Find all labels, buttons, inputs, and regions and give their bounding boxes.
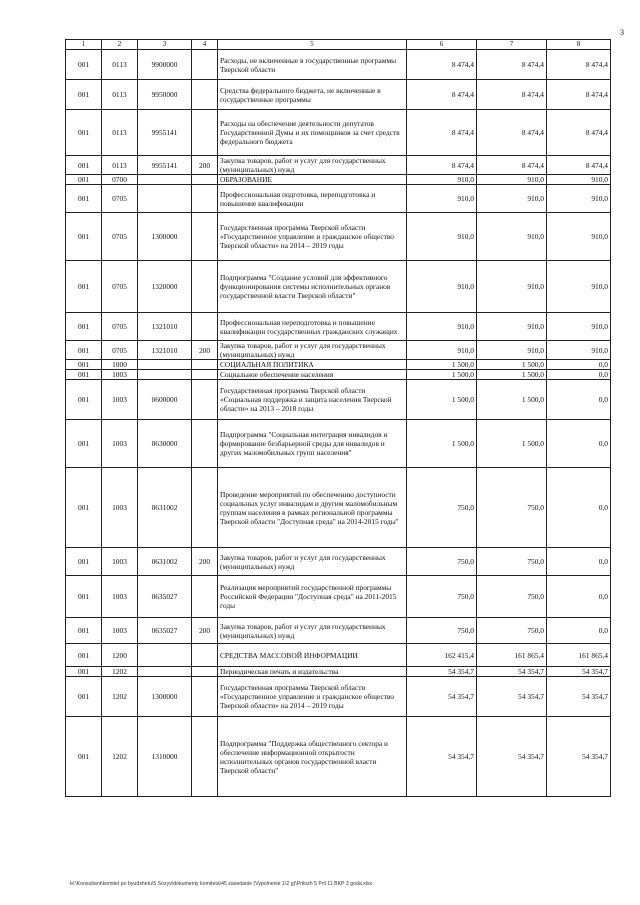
cell-amount-col7: 1 500,0 [477,360,547,370]
cell-owner-code: 001 [66,213,102,261]
cell-expense-type [192,110,218,156]
cell-owner-code: 001 [66,548,102,576]
cell-section-code: 1003 [102,370,138,380]
cell-amount-col8: 0,0 [547,548,611,576]
cell-description: Закупка товаров, работ и услуг для государственных (муниципальных) нужд [218,156,407,175]
cell-amount-col6: 8 474,4 [407,50,477,80]
cell-description: Государственная программа Тверской области «Государственное управление и гражданское общество Тверской области» на 2014 – 2019 годы [218,213,407,261]
cell-owner-code: 001 [66,420,102,468]
cell-section-code: 0113 [102,110,138,156]
cell-amount-col6: 1 500,0 [407,380,477,420]
table-row [66,213,611,261]
table-row [66,360,611,370]
cell-amount-col7: 910,0 [477,175,547,185]
cell-description: Профессиональная подготовка, переподготовка и повышение квалификации [218,185,407,213]
cell-target-code [138,667,192,677]
cell-amount-col6: 910,0 [407,213,477,261]
cell-amount-col8: 54 354,7 [547,717,611,797]
table-row [66,261,611,313]
cell-amount-col8: 54 354,7 [547,667,611,677]
cell-description: Средства федерального бюджета, не включенные в государственные программы [218,80,407,110]
table-row [66,548,611,576]
cell-expense-type [192,360,218,370]
cell-amount-col7: 910,0 [477,341,547,360]
cell-target-code: 0635027 [138,576,192,618]
cell-amount-col7: 750,0 [477,548,547,576]
cell-target-code: 0631002 [138,548,192,576]
cell-amount-col6: 1 500,0 [407,370,477,380]
column-header: 2 [102,40,138,50]
cell-section-code: 1003 [102,576,138,618]
cell-target-code [138,644,192,667]
cell-amount-col8: 0,0 [547,370,611,380]
column-header: 3 [138,40,192,50]
cell-amount-col8: 8 474,4 [547,80,611,110]
cell-section-code: 1200 [102,644,138,667]
cell-amount-col6: 1 500,0 [407,420,477,468]
cell-owner-code: 001 [66,110,102,156]
cell-section-code: 0113 [102,80,138,110]
cell-description: Социальное обеспечение населения [218,370,407,380]
cell-amount-col6: 750,0 [407,548,477,576]
table-row [66,185,611,213]
table-row [66,468,611,548]
cell-section-code: 0705 [102,261,138,313]
cell-description: Подпрограмма "Создание условий для эффективного функционирования системы исполнительных органов государственной власти Тверской области" [218,261,407,313]
cell-description: Подпрограмма "Поддержка общественного сектора и обеспечение информационной открытости исполнительных органов государственной власти Тверской области" [218,717,407,797]
page-number: 3 [620,28,624,37]
cell-section-code: 0705 [102,185,138,213]
cell-amount-col7: 750,0 [477,618,547,644]
cell-amount-col6: 910,0 [407,261,477,313]
budget-table [65,39,611,797]
cell-target-code: 9955141 [138,156,192,175]
cell-owner-code: 001 [66,175,102,185]
cell-section-code: 1003 [102,618,138,644]
cell-amount-col6: 910,0 [407,185,477,213]
cell-expense-type [192,50,218,80]
cell-amount-col8: 910,0 [547,213,611,261]
cell-amount-col7: 750,0 [477,576,547,618]
cell-target-code: 0600000 [138,380,192,420]
column-header: 7 [477,40,547,50]
table-row [66,80,611,110]
cell-amount-col7: 750,0 [477,468,547,548]
cell-section-code: 0700 [102,175,138,185]
cell-amount-col8: 910,0 [547,261,611,313]
cell-section-code: 1003 [102,380,138,420]
column-header: 4 [192,40,218,50]
cell-section-code: 0705 [102,213,138,261]
cell-section-code: 1202 [102,717,138,797]
cell-amount-col8: 910,0 [547,313,611,341]
cell-owner-code: 001 [66,667,102,677]
cell-amount-col7: 161 865,4 [477,644,547,667]
cell-amount-col8: 8 474,4 [547,110,611,156]
cell-amount-col6: 750,0 [407,576,477,618]
table-row [66,644,611,667]
cell-amount-col8: 0,0 [547,618,611,644]
cell-amount-col6: 8 474,4 [407,110,477,156]
cell-amount-col7: 54 354,7 [477,677,547,717]
cell-target-code: 9900000 [138,50,192,80]
cell-amount-col8: 910,0 [547,341,611,360]
column-header: 8 [547,40,611,50]
cell-owner-code: 001 [66,576,102,618]
cell-section-code: 0705 [102,313,138,341]
table-row [66,175,611,185]
cell-amount-col6: 54 354,7 [407,667,477,677]
cell-expense-type [192,370,218,380]
cell-expense-type [192,420,218,468]
cell-amount-col6: 750,0 [407,468,477,548]
cell-amount-col8: 0,0 [547,380,611,420]
cell-amount-col8: 54 354,7 [547,677,611,717]
cell-description: Подпрограмма "Социальная интеграция инвалидов и формирование безбарьерной среды для инвалидов и других маломобильных групп населения" [218,420,407,468]
cell-description: Реализация мероприятий государственной программы Российской Федерации "Доступная среда" на 2011-2015 годы [218,576,407,618]
cell-amount-col6: 54 354,7 [407,677,477,717]
cell-target-code: 0635027 [138,618,192,644]
column-header: 5 [218,40,407,50]
cell-amount-col7: 8 474,4 [477,80,547,110]
cell-amount-col8: 8 474,4 [547,156,611,175]
cell-amount-col6: 8 474,4 [407,80,477,110]
cell-description: Закупка товаров, работ и услуг для государственных (муниципальных) нужд [218,548,407,576]
cell-description: СРЕДСТВА МАССОВОЙ ИНФОРМАЦИИ [218,644,407,667]
cell-owner-code: 001 [66,341,102,360]
cell-description: Государственная программа Тверской области «Социальная поддержка и защита населения Тверской области» на 2013 – 2018 годы [218,380,407,420]
cell-amount-col6: 910,0 [407,341,477,360]
cell-description: Закупка товаров, работ и услуг для государственных (муниципальных) нужд [218,341,407,360]
cell-description: Государственная программа Тверской области «Государственное управление и гражданское общество Тверской области» на 2014 – 2019 годы [218,677,407,717]
cell-target-code: 0631002 [138,468,192,548]
cell-expense-type [192,175,218,185]
cell-description: Периодическая печать и издательства [218,667,407,677]
column-header-row [66,40,611,50]
cell-target-code: 1300000 [138,677,192,717]
cell-expense-type [192,80,218,110]
table-row [66,576,611,618]
cell-target-code: 1321010 [138,313,192,341]
cell-owner-code: 001 [66,618,102,644]
cell-amount-col6: 1 500,0 [407,360,477,370]
cell-amount-col6: 54 354,7 [407,717,477,797]
cell-expense-type [192,667,218,677]
cell-owner-code: 001 [66,80,102,110]
cell-amount-col8: 161 865,4 [547,644,611,667]
cell-amount-col8: 910,0 [547,185,611,213]
cell-owner-code: 001 [66,156,102,175]
cell-expense-type: 200 [192,618,218,644]
cell-description: Закупка товаров, работ и услуг для государственных (муниципальных) нужд [218,618,407,644]
table-row [66,313,611,341]
cell-amount-col7: 54 354,7 [477,667,547,677]
cell-expense-type [192,677,218,717]
cell-expense-type [192,213,218,261]
table-row [66,667,611,677]
cell-expense-type: 200 [192,156,218,175]
cell-expense-type: 200 [192,341,218,360]
table-row [66,420,611,468]
cell-owner-code: 001 [66,313,102,341]
cell-target-code: 9950000 [138,80,192,110]
cell-section-code: 1003 [102,468,138,548]
column-header: 6 [407,40,477,50]
table-row [66,717,611,797]
cell-description: Расходы на обеспечение деятельности депутатов Государственной Думы и их помощников за счет средств федерального бюджета [218,110,407,156]
cell-owner-code: 001 [66,50,102,80]
cell-owner-code: 001 [66,380,102,420]
table-row [66,156,611,175]
cell-section-code: 1003 [102,420,138,468]
table-row [66,50,611,80]
cell-amount-col8: 0,0 [547,468,611,548]
cell-section-code: 0705 [102,341,138,360]
cell-amount-col7: 910,0 [477,185,547,213]
cell-amount-col8: 0,0 [547,576,611,618]
cell-expense-type [192,380,218,420]
cell-amount-col7: 8 474,4 [477,156,547,175]
table-row [66,341,611,360]
cell-amount-col7: 1 500,0 [477,420,547,468]
cell-amount-col7: 910,0 [477,213,547,261]
cell-target-code: 1320000 [138,261,192,313]
cell-expense-type [192,576,218,618]
cell-owner-code: 001 [66,644,102,667]
cell-description: Профессиональная переподготовка и повышение квалификации государственных гражданских служащих [218,313,407,341]
cell-target-code [138,370,192,380]
cell-expense-type [192,185,218,213]
cell-expense-type [192,717,218,797]
cell-expense-type [192,644,218,667]
cell-target-code [138,360,192,370]
cell-amount-col6: 750,0 [407,618,477,644]
cell-amount-col7: 8 474,4 [477,50,547,80]
cell-amount-col7: 910,0 [477,313,547,341]
cell-owner-code: 001 [66,360,102,370]
table-row [66,677,611,717]
cell-amount-col8: 0,0 [547,420,611,468]
cell-section-code: 1000 [102,360,138,370]
column-header: 1 [66,40,102,50]
cell-owner-code: 001 [66,468,102,548]
cell-amount-col6: 8 474,4 [407,156,477,175]
cell-amount-col8: 910,0 [547,175,611,185]
cell-section-code: 0113 [102,50,138,80]
cell-target-code: 9955141 [138,110,192,156]
cell-amount-col8: 0,0 [547,360,611,370]
cell-owner-code: 001 [66,677,102,717]
cell-description: Расходы, не включенные в государственные программы Тверской области [218,50,407,80]
cell-owner-code: 001 [66,717,102,797]
cell-owner-code: 001 [66,261,102,313]
cell-target-code: 1300000 [138,213,192,261]
cell-section-code: 1202 [102,677,138,717]
cell-expense-type [192,261,218,313]
cell-owner-code: 001 [66,185,102,213]
cell-section-code: 0113 [102,156,138,175]
cell-target-code [138,175,192,185]
cell-target-code [138,185,192,213]
cell-amount-col7: 8 474,4 [477,110,547,156]
cell-target-code: 0630000 [138,420,192,468]
cell-owner-code: 001 [66,370,102,380]
cell-amount-col7: 1 500,0 [477,380,547,420]
table-row [66,370,611,380]
cell-description: СОЦИАЛЬНАЯ ПОЛИТИКА [218,360,407,370]
table-row [66,110,611,156]
cell-amount-col8: 8 474,4 [547,50,611,80]
cell-section-code: 1003 [102,548,138,576]
table-row [66,618,611,644]
cell-expense-type [192,468,218,548]
table-row [66,380,611,420]
cell-section-code: 1202 [102,667,138,677]
cell-expense-type: 200 [192,548,218,576]
file-path-footer: H:\Konsultant\komitet po byudzhetu\5 Sozyv\dokumenty komiteta\45 zasedanie (Vypolnenie 1\2 g)\Prilozh 5 Pril 11 BKP 3 goda.xlsx [70,881,373,887]
cell-amount-col7: 1 500,0 [477,370,547,380]
cell-expense-type [192,313,218,341]
cell-amount-col7: 54 354,7 [477,717,547,797]
cell-amount-col6: 162 415,4 [407,644,477,667]
cell-description: ОБРАЗОВАНИЕ [218,175,407,185]
cell-target-code: 1310000 [138,717,192,797]
cell-amount-col7: 910,0 [477,261,547,313]
cell-description: Проведение мероприятий по обеспечению доступности социальных услуг инвалидам и другим маломобильным группам населения в рамках региональной программы Тверской области "Доступная среда" на 2014-2015 годы" [218,468,407,548]
cell-target-code: 1321010 [138,341,192,360]
cell-amount-col6: 910,0 [407,313,477,341]
cell-amount-col6: 910,0 [407,175,477,185]
